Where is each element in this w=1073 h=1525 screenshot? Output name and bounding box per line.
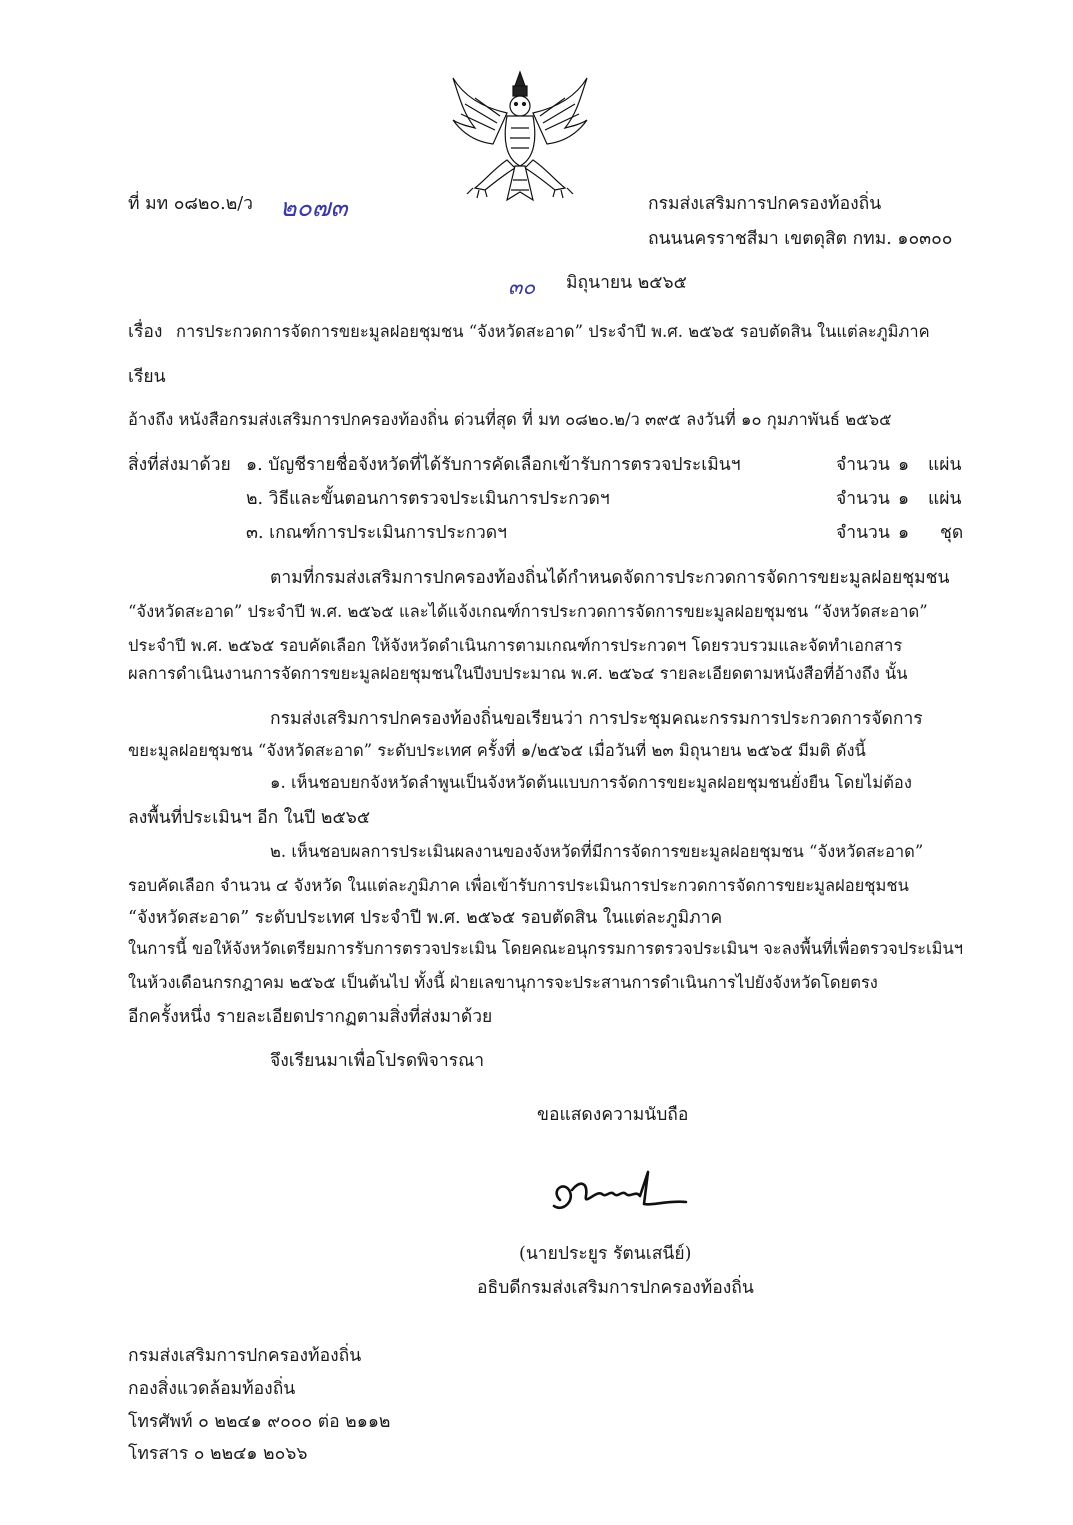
footer-department: กรมส่งเสริมการปกครองท้องถิ่น	[128, 1346, 362, 1366]
closing-salutation: ขอแสดงความนับถือ	[537, 1105, 689, 1125]
addressee-label: เรียน	[128, 367, 166, 387]
enclosure-qty-label-1: จำนวน	[836, 455, 890, 475]
enclosure-qty-label-3: จำนวน	[836, 523, 890, 543]
para2-line-2: ขยะมูลฝอยชุมชน “จังหวัดสะอาด” ระดับประเทศ ครั้งที่ ๑/๒๕๖๕ เมื่อวันที่ ๒๓ มิถุนายน ๒๕๖๕ มีมติ ดังนี้	[128, 741, 866, 760]
para2-line-8: ในการนี้ ขอให้จังหวัดเตรียมการรับการตรวจประเมิน โดยคณะอนุกรรมการตรวจประเมินฯ จะลงพื้นที่เพื่อตรวจประเมินฯ	[128, 939, 964, 958]
footer-phone: โทรศัพท์ ๐ ๒๒๔๑ ๙๐๐๐ ต่อ ๒๑๑๒	[128, 1412, 391, 1432]
signer-title: อธิบดีกรมส่งเสริมการปกครองท้องถิ่น	[477, 1278, 754, 1298]
enclosure-item-3: ๓. เกณฑ์การประเมินการประกวดฯ	[246, 523, 507, 543]
enclosure-qty-3: ๑	[898, 523, 910, 543]
office-name: กรมส่งเสริมการปกครองท้องถิ่น	[648, 194, 882, 214]
enclosures-label: สิ่งที่ส่งมาด้วย	[128, 455, 231, 475]
office-address: ถนนนครราชสีมา เขตดุสิต กทม. ๑๐๓๐๐	[648, 229, 953, 249]
enclosure-item-1: ๑. บัญชีรายชื่อจังหวัดที่ได้รับการคัดเลือกเข้ารับการตรวจประเมินฯ	[246, 455, 741, 475]
para2-line-7: “จังหวัดสะอาด” ระดับประเทศ ประจำปี พ.ศ. ๒๕๖๕ รอบตัดสิน ในแต่ละภูมิภาค	[128, 908, 723, 928]
closing-request: จึงเรียนมาเพื่อโปรดพิจารณา	[270, 1051, 485, 1071]
para2-line-6: รอบคัดเลือก จำนวน ๔ จังหวัด ในแต่ละภูมิภาค เพื่อเข้ารับการประเมินการประกวดการจัดการขยะมูลฝอยชุมชน	[128, 876, 909, 895]
para2-line-4: ลงพื้นที่ประเมินฯ อีก ในปี ๒๕๖๕	[128, 808, 371, 828]
para2-line-9: ในห้วงเดือนกรกฎาคม ๒๕๖๕ เป็นต้นไป ทั้งนี้ ฝ่ายเลขานุการจะประสานการดำเนินการไปยังจังหวัดโดยตรง	[128, 973, 878, 992]
date-day-handwritten: ๓๐	[508, 275, 536, 299]
reference-number-label: ที่ มท ๐๘๒๐.๒/ว	[128, 194, 253, 214]
enclosure-unit-1: แผ่น	[928, 455, 962, 475]
para2-line-10: อีกครั้งหนึ่ง รายละเอียดปรากฏตามสิ่งที่ส่งมาด้วย	[128, 1007, 493, 1027]
enclosure-qty-2: ๑	[898, 489, 910, 509]
reference-number-handwritten: ๒๐๗๓	[280, 193, 348, 222]
enclosure-unit-2: แผ่น	[928, 489, 962, 509]
reference-text: อ้างถึง หนังสือกรมส่งเสริมการปกครองท้องถิ่น ด่วนที่สุด ที่ มท ๐๘๒๐.๒/ว ๓๙๕ ลงวันที่ ๑๐ กุมภาพันธ์ ๒๕๖๕	[128, 410, 892, 429]
para1-line-1: ตามที่กรมส่งเสริมการปกครองท้องถิ่นได้กำหนดจัดการประกวดการจัดการขยะมูลฝอยชุมชน	[270, 568, 950, 588]
para1-line-4: ผลการดำเนินงานการจัดการขยะมูลฝอยชุมชนในปีงบประมาณ พ.ศ. ๒๕๖๔ รายละเอียดตามหนังสือที่อ้างถึง นั้น	[128, 664, 908, 683]
handwritten-signature	[540, 1160, 700, 1230]
enclosure-unit-3: ชุด	[940, 523, 964, 543]
subject-label: เรื่อง	[128, 322, 163, 342]
date-month-year: มิถุนายน ๒๕๖๕	[566, 273, 687, 293]
subject-text: การประกวดการจัดการขยะมูลฝอยชุมชน “จังหวัดสะอาด” ประจำปี พ.ศ. ๒๕๖๕ รอบตัดสิน ในแต่ละภูมิภาค	[176, 322, 930, 341]
footer-fax: โทรสาร ๐ ๒๒๔๑ ๒๐๖๖	[128, 1444, 308, 1464]
enclosure-qty-label-2: จำนวน	[836, 489, 890, 509]
para2-line-3: ๑. เห็นชอบยกจังหวัดลำพูนเป็นจังหวัดต้นแบบการจัดการขยะมูลฝอยชุมชนยั่งยืน โดยไม่ต้อง	[270, 773, 912, 792]
para1-line-2: “จังหวัดสะอาด” ประจำปี พ.ศ. ๒๕๖๕ และได้แจ้งเกณฑ์การประกวดการจัดการขยะมูลฝอยชุมชน “จังหวัดสะอาด”	[128, 602, 928, 621]
garuda-emblem-icon	[445, 68, 595, 208]
para1-line-3: ประจำปี พ.ศ. ๒๕๖๕ รอบคัดเลือก ให้จังหวัดดำเนินการตามเกณฑ์การประกวดฯ โดยรวบรวมและจัดทำเอกสาร	[128, 636, 903, 655]
footer-division: กองสิ่งแวดล้อมท้องถิ่น	[128, 1379, 296, 1399]
signer-name: (นายประยูร รัตนเสนีย์)	[519, 1244, 692, 1264]
para2-line-5: ๒. เห็นชอบผลการประเมินผลงานของจังหวัดที่มีการจัดการขยะมูลฝอยชุมชน “จังหวัดสะอาด”	[270, 842, 924, 861]
para2-line-1: กรมส่งเสริมการปกครองท้องถิ่นขอเรียนว่า การประชุมคณะกรรมการประกวดการจัดการ	[270, 709, 923, 729]
enclosure-item-2: ๒. วิธีและขั้นตอนการตรวจประเมินการประกวดฯ	[246, 489, 610, 509]
enclosure-qty-1: ๑	[898, 455, 910, 475]
